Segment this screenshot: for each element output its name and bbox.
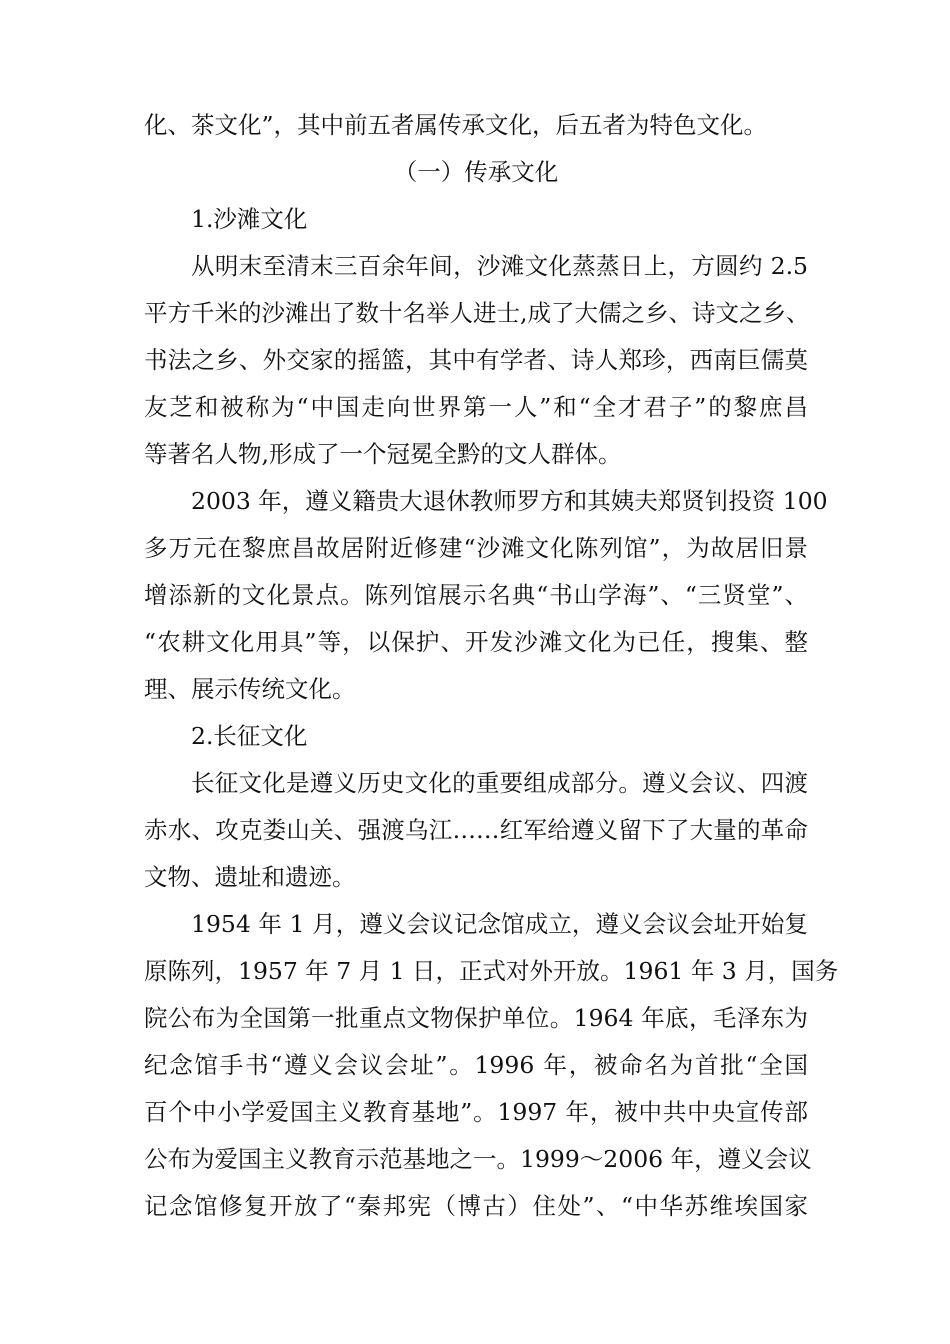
paragraph-line: “农耕文化用具”等，以保护、开发沙滩文化为已任，搜集、整: [144, 628, 808, 656]
paragraph-line: 公布为爱国主义教育示范基地之一。1999～2006 年，遵义会议: [144, 1145, 812, 1173]
paragraph-line: 纪念馆手书“遵义会议会址”。1996 年，被命名为首批“全国: [144, 1051, 808, 1079]
paragraph-line: 从明末至清末三百余年间，沙滩文化蒸蒸日上，方圆约 2.5: [191, 252, 808, 280]
subsection-2-heading: 2.长征文化: [191, 722, 308, 750]
paragraph-line: 院公布为全国第一批重点文物保护单位。1964 年底，毛泽东为: [144, 1004, 808, 1032]
paragraph-line: 增添新的文化景点。陈列馆展示名典“书山学海”、“三贤堂”、: [144, 581, 808, 609]
paragraph-line: 文物、遗址和遗迹。: [144, 863, 356, 891]
paragraph-line: 友芝和被称为“中国走向世界第一人”和“全才君子”的黎庶昌: [144, 393, 808, 421]
paragraph-line: 理、展示传统文化。: [144, 675, 356, 703]
intro-tail-line: 化、茶文化”，其中前五者属传承文化，后五者为特色文化。: [144, 111, 768, 139]
paragraph-line: 赤水、攻克娄山关、强渡乌江……红军给遵义留下了大量的革命: [144, 816, 808, 844]
paragraph-line: 2003 年，遵义籍贵大退休教师罗方和其姨夫郑贤钊投资 100: [191, 487, 828, 515]
section-heading: （一）传承文化: [393, 158, 559, 186]
paragraph-line: 多万元在黎庶昌故居附近修建“沙滩文化陈列馆”，为故居旧景: [144, 534, 808, 562]
paragraph-line: 记念馆修复开放了“秦邦宪（博古）住处”、“中华苏维埃国家: [144, 1192, 808, 1220]
paragraph-line: 平方千米的沙滩出了数十名举人进士,成了大儒之乡、诗文之乡、: [144, 299, 810, 327]
paragraph-line: 长征文化是遵义历史文化的重要组成部分。遵义会议、四渡: [191, 769, 808, 797]
paragraph-line: 原陈列，1957 年 7 月 1 日，正式对外开放。1961 年 3 月，国务: [144, 957, 839, 985]
paragraph-line: 书法之乡、外交家的摇篮，其中有学者、诗人郑珍，西南巨儒莫: [144, 346, 808, 374]
paragraph-line: 1954 年 1 月，遵义会议记念馆成立，遵义会议会址开始复: [191, 910, 808, 938]
subsection-1-heading: 1.沙滩文化: [191, 205, 308, 233]
paragraph-line: 等著名人物,形成了一个冠冕全黔的文人群体。: [144, 440, 622, 468]
paragraph-line: 百个中小学爱国主义教育基地”。1997 年，被中共中央宣传部: [144, 1098, 808, 1126]
